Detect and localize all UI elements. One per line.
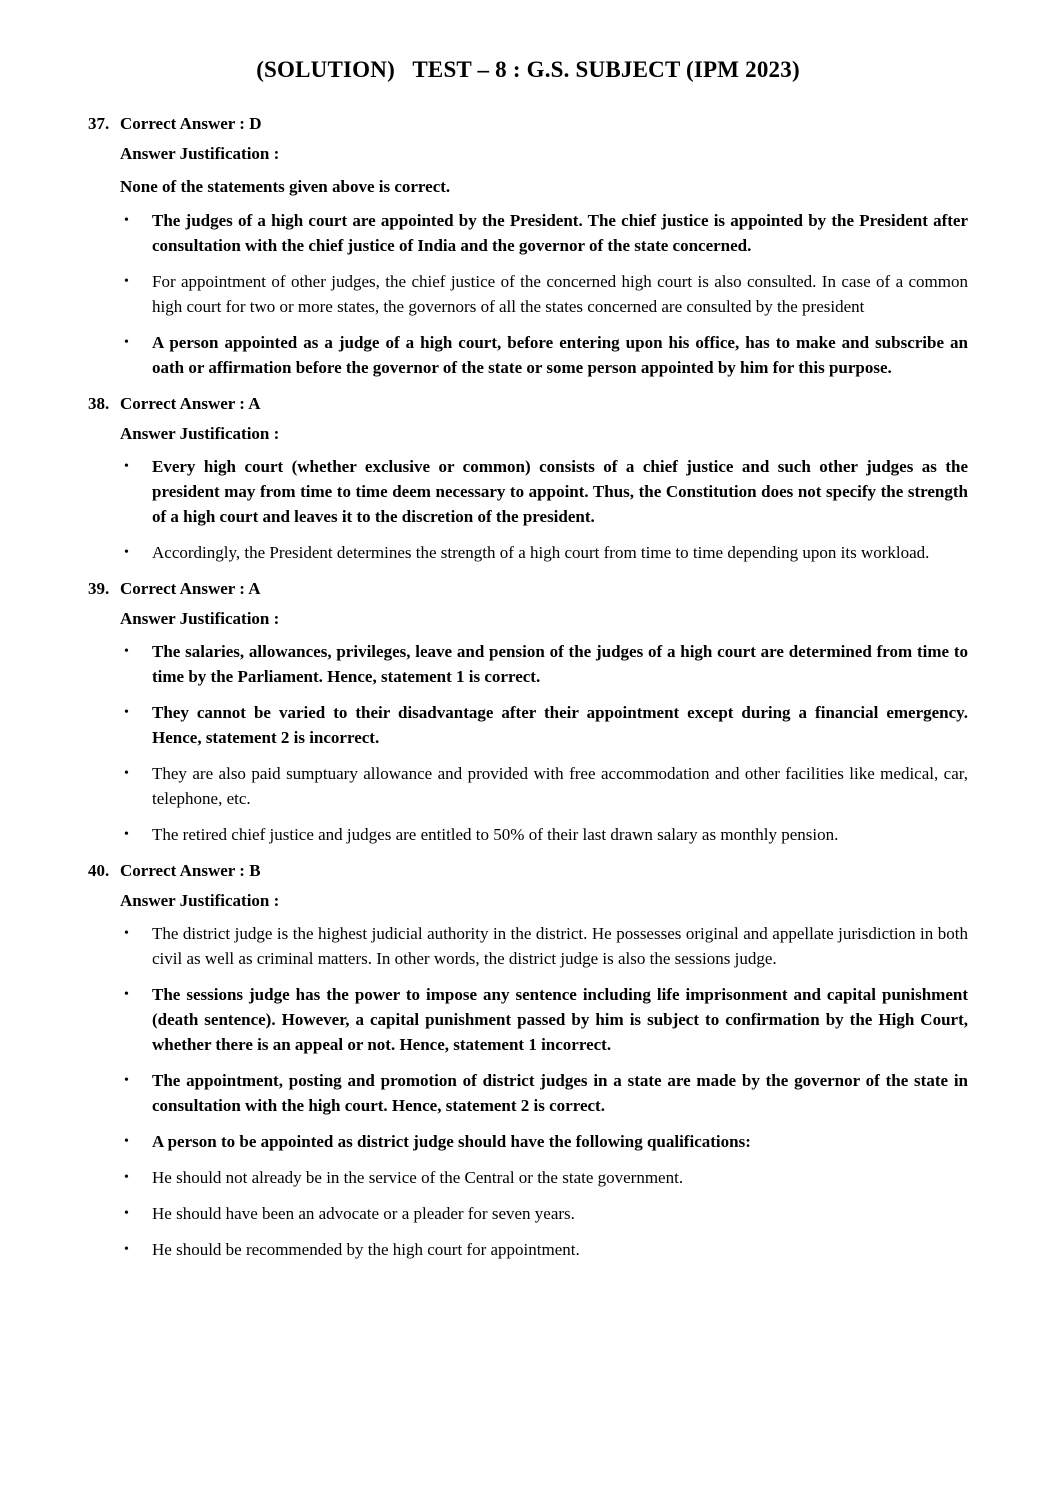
bullet-item bbox=[120, 639, 968, 689]
bullet-icon: • bbox=[124, 335, 129, 350]
bullet-text: The judges of a high court are appointed by the President. The chief justice is appointed by the President after consultation with the chief justice of India and the governor of the state concerned. bbox=[152, 211, 968, 255]
bullet-icon: • bbox=[124, 213, 129, 228]
bullet-list bbox=[120, 921, 968, 1262]
bullet-icon: • bbox=[124, 644, 129, 659]
bullet-text: The salaries, allowances, privileges, leave and pension of the judges of a high court are determined from time to time by the Parliament. Hence, statement 1 is correct. bbox=[152, 642, 968, 686]
bullet-icon: • bbox=[124, 766, 129, 781]
bullet-icon: • bbox=[124, 1170, 129, 1185]
bullet-icon: • bbox=[124, 1073, 129, 1088]
bullet-text: They are also paid sumptuary allowance and provided with free accommodation and other facilities like medical, car, telephone, etc. bbox=[152, 764, 968, 808]
bullet-icon: • bbox=[124, 274, 129, 289]
answer-row bbox=[88, 391, 968, 416]
bullet-icon: • bbox=[124, 827, 129, 842]
answer-justification-label: Answer Justification : bbox=[120, 144, 280, 163]
bullet-icon: • bbox=[124, 545, 129, 560]
bullet-item bbox=[120, 269, 968, 319]
bullet-item bbox=[120, 540, 968, 565]
bullet-icon: • bbox=[124, 1242, 129, 1257]
page-title: (SOLUTION) TEST – 8 : G.S. SUBJECT (IPM 2023) bbox=[256, 57, 800, 82]
answer-justification-label: Answer Justification : bbox=[120, 891, 280, 910]
question-block bbox=[88, 391, 968, 565]
correct-answer: Correct Answer : A bbox=[120, 579, 261, 598]
answer-justification-label: Answer Justification : bbox=[120, 609, 280, 628]
bullet-item bbox=[120, 330, 968, 380]
bullet-text: A person to be appointed as district judge should have the following qualifications: bbox=[152, 1132, 751, 1151]
bullet-item bbox=[120, 700, 968, 750]
questions bbox=[88, 111, 968, 1262]
bullet-item bbox=[120, 1068, 968, 1118]
bullet-text: The sessions judge has the power to impose any sentence including life imprisonment and capital punishment (death sentence). However, a capital punishment passed by him is subject to confirmation by the High Court, whether there is an appeal or not. Hence, statement 1 incorrect. bbox=[152, 985, 968, 1054]
bullet-icon: • bbox=[124, 926, 129, 941]
bullet-item bbox=[120, 761, 968, 811]
bullet-text: They cannot be varied to their disadvantage after their appointment except during a financial emergency. Hence, statement 2 is incorrect. bbox=[152, 703, 968, 747]
bullet-text: For appointment of other judges, the chief justice of the concerned high court is also consulted. In case of a common high court for two or more states, the governors of all the states concerned are consulted by the president bbox=[152, 272, 968, 316]
question-block bbox=[88, 858, 968, 1262]
question-block bbox=[88, 576, 968, 847]
answer-row bbox=[88, 858, 968, 883]
bullet-item bbox=[120, 1201, 968, 1226]
question-number: 37. bbox=[88, 114, 110, 133]
question-number: 38. bbox=[88, 394, 110, 413]
bullet-item bbox=[120, 454, 968, 529]
bullet-item bbox=[120, 1237, 968, 1262]
answer-row bbox=[88, 576, 968, 601]
correct-answer: Correct Answer : B bbox=[120, 861, 261, 880]
bullet-item bbox=[120, 1129, 968, 1154]
bullet-icon: • bbox=[124, 459, 129, 474]
question-block bbox=[88, 111, 968, 380]
bullet-icon: • bbox=[124, 1206, 129, 1221]
question-number: 40. bbox=[88, 861, 110, 880]
bullet-text: The appointment, posting and promotion of district judges in a state are made by the governor of the state in consultation with the high court. Hence, statement 2 is correct. bbox=[152, 1071, 968, 1115]
bullet-item bbox=[120, 982, 968, 1057]
bullet-item bbox=[120, 1165, 968, 1190]
bullet-item bbox=[120, 822, 968, 847]
question-number: 39. bbox=[88, 579, 110, 598]
bullet-icon: • bbox=[124, 705, 129, 720]
correct-answer: Correct Answer : D bbox=[120, 114, 262, 133]
bullet-text: He should be recommended by the high court for appointment. bbox=[152, 1240, 580, 1259]
answer-row bbox=[88, 111, 968, 136]
bullet-text: He should have been an advocate or a pleader for seven years. bbox=[152, 1204, 575, 1223]
bullet-list bbox=[120, 639, 968, 847]
bullet-text: A person appointed as a judge of a high court, before entering upon his office, has to make and subscribe an oath or affirmation before the governor of the state or some person appointed by him for this purpose. bbox=[152, 333, 968, 377]
bullet-text: The retired chief justice and judges are entitled to 50% of their last drawn salary as monthly pension. bbox=[152, 825, 839, 844]
bullet-text: Accordingly, the President determines the strength of a high court from time to time depending upon its workload. bbox=[152, 543, 930, 562]
bullet-icon: • bbox=[124, 1134, 129, 1149]
bullet-text: The district judge is the highest judicial authority in the district. He possesses original and appellate jurisdiction in both civil as well as criminal matters. In other words, the district judge is also the sessions judge. bbox=[152, 924, 968, 968]
answer-justification-label: Answer Justification : bbox=[120, 424, 280, 443]
bullet-text: Every high court (whether exclusive or common) consists of a chief justice and such other judges as the president may from time to time deem necessary to appoint. Thus, the Constitution does not specify the strength of a high court and leaves it to the discretion of the president. bbox=[152, 457, 968, 526]
justification-intro: None of the statements given above is correct. bbox=[120, 177, 451, 196]
bullet-icon: • bbox=[124, 987, 129, 1002]
bullet-list bbox=[120, 454, 968, 565]
bullet-item bbox=[120, 921, 968, 971]
bullet-list bbox=[120, 208, 968, 380]
correct-answer: Correct Answer : A bbox=[120, 394, 261, 413]
bullet-text: He should not already be in the service of the Central or the state government. bbox=[152, 1168, 684, 1187]
bullet-item bbox=[120, 208, 968, 258]
